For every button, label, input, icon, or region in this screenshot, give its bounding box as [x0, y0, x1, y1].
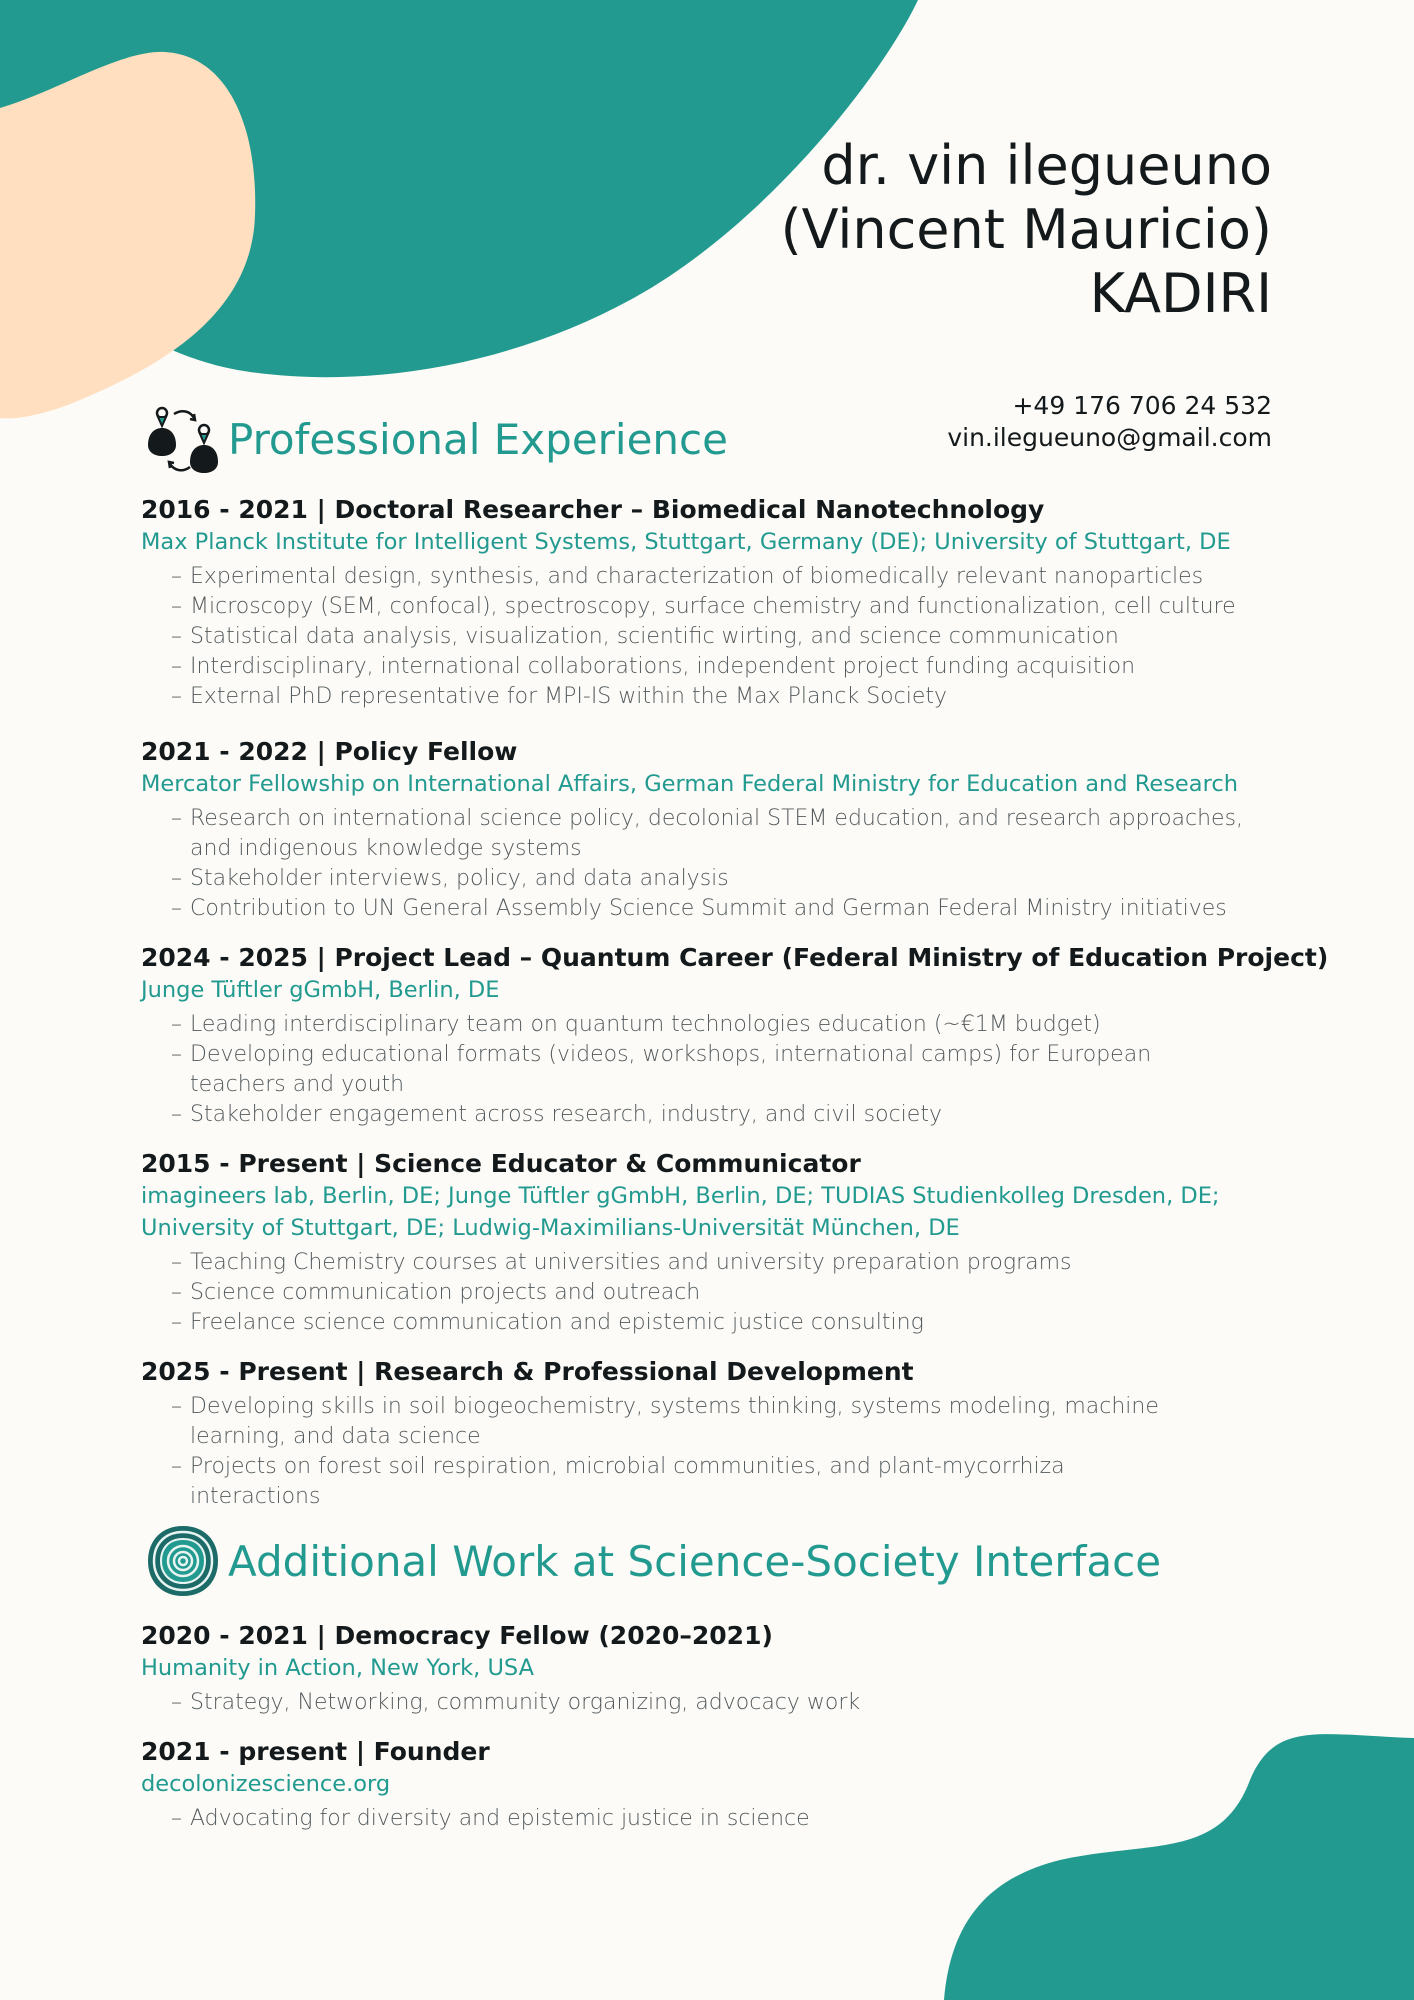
- section-title: Additional Work at Science-Society Interface: [228, 1536, 1162, 1586]
- experience-entry: [141, 736, 1281, 924]
- entry-title: 2021 - 2022 | Policy Fellow: [141, 737, 518, 766]
- contact-block: [947, 390, 1272, 454]
- name-line-3: KADIRI: [1089, 262, 1272, 325]
- bullet-item: – External PhD representative for MPI-IS within the Max Planck Society: [171, 682, 1281, 712]
- entry-bullets: [141, 1392, 1281, 1512]
- section-heading-professional-experience: [144, 400, 728, 478]
- entry-bullets: [141, 1248, 1281, 1338]
- bullet-item: – Strategy, Networking, community organizing, advocacy work: [171, 1688, 1281, 1718]
- additional-entry: [141, 1620, 1281, 1718]
- phone-number: +49 176 706 24 532: [1012, 391, 1272, 420]
- bullet-item: – Statistical data analysis, visualization, scientific wirting, and science communication: [171, 622, 1281, 652]
- entry-title: 2021 - present | Founder: [141, 1737, 490, 1766]
- bullet-item: – Microscopy (SEM, confocal), spectroscopy, surface chemistry and functionalization, cell culture: [171, 592, 1281, 622]
- bullet-item: – Science communication projects and outreach: [171, 1278, 1281, 1308]
- experience-entry: [141, 1148, 1281, 1338]
- entry-bullets: [141, 1688, 1281, 1718]
- professional-experience-list: [141, 494, 1329, 1530]
- tree-rings-icon: [144, 1522, 222, 1600]
- bullet-item: – Stakeholder engagement across research, industry, and civil society: [171, 1100, 1191, 1130]
- bullet-item: – Advocating for diversity and epistemic justice in science: [171, 1804, 1281, 1834]
- entry-bullets: [141, 1804, 1281, 1834]
- bullet-item: – Teaching Chemistry courses at universities and university preparation programs: [171, 1248, 1281, 1278]
- entry-organization: Junge Tüftler gGmbH, Berlin, DE: [141, 977, 500, 1003]
- entry-bullets: [141, 1010, 1281, 1130]
- entry-title: 2016 - 2021 | Doctoral Researcher – Biomedical Nanotechnology: [141, 495, 1045, 524]
- email-address[interactable]: vin.ilegueuno@gmail.com: [947, 423, 1272, 452]
- bullet-item: – Developing educational formats (videos, workshops, international camps) for European teachers and youth: [171, 1040, 1191, 1100]
- additional-entry: [141, 1736, 1281, 1834]
- experience-entry: [141, 494, 1281, 712]
- name-line-1: dr. vin ilegueuno: [821, 134, 1272, 197]
- entry-organization: Max Planck Institute for Intelligent Systems, Stuttgart, Germany (DE); University of Stuttgart, DE: [141, 529, 1231, 555]
- bullet-item: – Interdisciplinary, international collaborations, independent project funding acquisition: [171, 652, 1281, 682]
- entry-organization: Mercator Fellowship on International Affairs, German Federal Ministry for Education and Research: [141, 771, 1238, 797]
- experience-entry: [141, 1356, 1281, 1512]
- entry-title: 2025 - Present | Research & Professional Development: [141, 1357, 914, 1386]
- bullet-item: – Research on international science policy, decolonial STEM education, and research approaches, and indigenous knowledge systems: [171, 804, 1281, 864]
- additional-work-list: [141, 1620, 1281, 1852]
- entry-title: 2020 - 2021 | Democracy Fellow (2020–2021): [141, 1621, 773, 1650]
- bullet-item: – Stakeholder interviews, policy, and data analysis: [171, 864, 1281, 894]
- bullet-item: – Projects on forest soil respiration, microbial communities, and plant-mycorrhiza interactions: [171, 1452, 1191, 1512]
- bullet-item: – Freelance science communication and epistemic justice consulting: [171, 1308, 1281, 1338]
- bullet-item: – Leading interdisciplinary team on quantum technologies education (~€1M budget): [171, 1010, 1191, 1040]
- entry-bullets: [141, 562, 1281, 712]
- bullet-item: – Contribution to UN General Assembly Science Summit and German Federal Ministry initiatives: [171, 894, 1281, 924]
- section-title: Professional Experience: [228, 414, 728, 464]
- section-heading-additional-work: [144, 1522, 1161, 1600]
- candidate-name: [781, 134, 1272, 326]
- entry-organization: Humanity in Action, New York, USA: [141, 1655, 535, 1681]
- bullet-item: – Experimental design, synthesis, and characterization of biomedically relevant nanoparticles: [171, 562, 1281, 592]
- entry-organization: imagineers lab, Berlin, DE; Junge Tüftler gGmbH, Berlin, DE; TUDIAS Studienkolleg Dresden, DE; University of Stuttgart, DE; Ludwig-Maximilians-Universität München, DE: [141, 1183, 1220, 1241]
- entry-website-link[interactable]: decolonizescience.org: [141, 1771, 391, 1797]
- bullet-item: – Developing skills in soil biogeochemistry, systems thinking, systems modeling, machine learning, and data science: [171, 1392, 1191, 1452]
- people-exchange-icon: [144, 400, 222, 478]
- entry-title: 2024 - 2025 | Project Lead – Quantum Career (Federal Ministry of Education Project): [141, 943, 1329, 972]
- name-line-2: (Vincent Mauricio): [780, 198, 1272, 261]
- experience-entry: [141, 942, 1329, 1130]
- entry-title: 2015 - Present | Science Educator & Communicator: [141, 1149, 861, 1178]
- entry-bullets: [141, 804, 1281, 924]
